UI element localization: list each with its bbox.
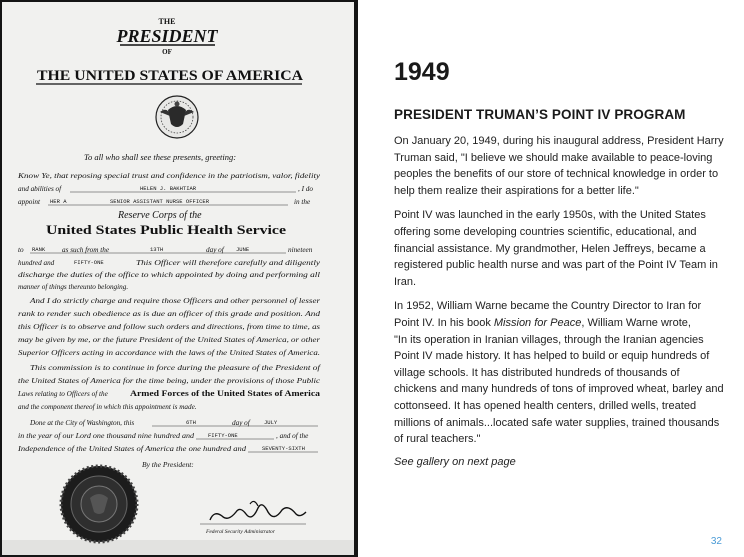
paragraph-warne-wrote: , William Warne wrote,	[581, 316, 691, 329]
certificate-photo	[0, 0, 358, 557]
paragraph-warne-quote: "In its operation in Iranian villages, through the Iranian agencies Point IV made history. It has helped to build or equip hundreds of village schools. It has distributed hundreds of thousands of chickens and many hundreds of tons of improved wheat, barley and cottonseed. It has opened health centers, drilled wells, treated millions of animals...located safe water supplies, trained thousands of rural teachers."	[394, 333, 724, 446]
certificate-discharge: discharge the duties of the office to which appointed by doing and performing all	[18, 271, 320, 279]
certificate-comm-3: Laws relating to Officers of the	[18, 390, 108, 398]
paragraph-warne-intro: In 1952, William Warne became the Country Director to Iran for Point IV. In his book	[394, 300, 702, 329]
certificate-in-the: in the	[294, 198, 311, 206]
certificate-as-such: as such from the	[62, 246, 110, 254]
certificate-header-the: THE	[158, 17, 176, 26]
year-heading: 1949	[394, 58, 450, 86]
certificate-done-2: in the year of our Lord one thousand nine hundred and	[18, 432, 195, 440]
certificate-appoint: appoint	[18, 198, 40, 206]
gallery-note: See gallery on next page	[394, 455, 516, 468]
certificate-year-value: FIFTY-ONE	[74, 259, 104, 266]
certificate-service: United States Public Health Service	[46, 223, 287, 237]
page-number: 32	[710, 536, 722, 547]
certificate-done-indep: SEVENTY-SIXTH	[262, 445, 305, 452]
certificate-comm-4: and the component thereof in which this appointment is made.	[18, 403, 197, 411]
certificate-armed-forces: Armed Forces of the United States of America	[130, 389, 320, 398]
certificate-signer-title: Federal Security Administrator	[206, 529, 275, 535]
certificate-greeting: To all who shall see these presents, greeting:	[84, 152, 237, 162]
certificate-i-do: , I do	[298, 185, 313, 193]
certificate-header-country: THE UNITED STATES OF AMERICA	[37, 68, 304, 84]
certificate-charge-5: Superior Officers acting in accordance with the laws of the United States of America.	[18, 349, 321, 357]
certificate-comm-1: This commission is to continue in force during the pleasure of the President of	[30, 364, 322, 372]
certificate-charge-4: may be given by me, or the future President of the United States of America, or other	[18, 336, 321, 344]
certificate-by-the-president: By the President:	[142, 460, 194, 469]
certificate-hundred-and: hundred and	[18, 259, 55, 267]
certificate-done-3: Independence of the United States of America the one hundred and	[16, 445, 247, 453]
section-heading: PRESIDENT TRUMAN’S POINT IV PROGRAM	[394, 107, 686, 122]
certificate-comm-2: the United States of America for the time being, under the provisions of those Public	[18, 377, 322, 385]
certificate-day-value: 13TH	[150, 246, 164, 253]
certificate-done-of-the: , and of the	[276, 432, 309, 440]
embossed-seal	[61, 466, 137, 542]
certificate-nineteen: nineteen	[288, 246, 313, 254]
certificate-charge-1: And I do strictly charge and require those Officers and other personnel of lesser	[28, 297, 321, 305]
certificate-reserve-corps: Reserve Corps of the	[118, 210, 202, 221]
certificate-header-of: OF	[162, 48, 172, 56]
book-title: Mission for Peace	[493, 316, 582, 329]
paragraph-point-iv: Point IV was launched in the early 1950s, with the United States offering some developing countries scientific, educational, and financial assistance. My grandmother, Helen Jeffreys, became a registered public health nurse and was part of the Point IV Team in Iran.	[394, 209, 718, 288]
certificate-to: to	[18, 246, 24, 254]
certificate-month-value: JUNE	[236, 246, 250, 253]
certificate-charge-2: rank to render such obedience as is due an officer of this grade and position. And	[18, 310, 321, 318]
paragraph-inaugural: On January 20, 1949, during his inaugural address, President Harry Truman said, "I believe we should make available to peace-loving peoples the benefits of our store of technical knowledge in order to help them realize their aspirations for a better life."	[394, 135, 724, 197]
certificate-name: HELEN J. BAKHTIAR	[140, 185, 197, 192]
certificate-done-day-of: day of	[232, 419, 250, 427]
article-content	[394, 58, 724, 468]
paragraph-warne	[394, 298, 724, 447]
presidential-seal	[156, 96, 198, 138]
certificate-officer-text: This Officer will therefore carefully and diligently	[136, 259, 322, 267]
certificate-header-president: PRESIDENT	[116, 26, 218, 46]
certificate-done-year: FIFTY-ONE	[208, 432, 238, 439]
certificate-her-a: HER A	[50, 198, 67, 205]
certificate-done-1: Done at the City of Washington, this	[30, 419, 135, 427]
certificate-and-abilities: and abilities of	[18, 185, 62, 193]
certificate-done-month: JULY	[264, 419, 278, 426]
certificate-day-of: day of	[206, 246, 224, 254]
certificate-manner: manner of things thereunto belonging.	[18, 283, 129, 291]
certificate-rank-word: RANK	[32, 246, 46, 253]
certificate-rank-title: SENIOR ASSISTANT NURSE OFFICER	[110, 198, 210, 205]
certificate-done-day: 6TH	[186, 419, 196, 426]
certificate-know-ye: Know Ye, that reposing special trust and confidence in the patriotism, valor, fidelity	[16, 172, 322, 180]
certificate-charge-3: this Officer is to observe and follow such orders and directions, from time to time, as	[18, 323, 321, 331]
